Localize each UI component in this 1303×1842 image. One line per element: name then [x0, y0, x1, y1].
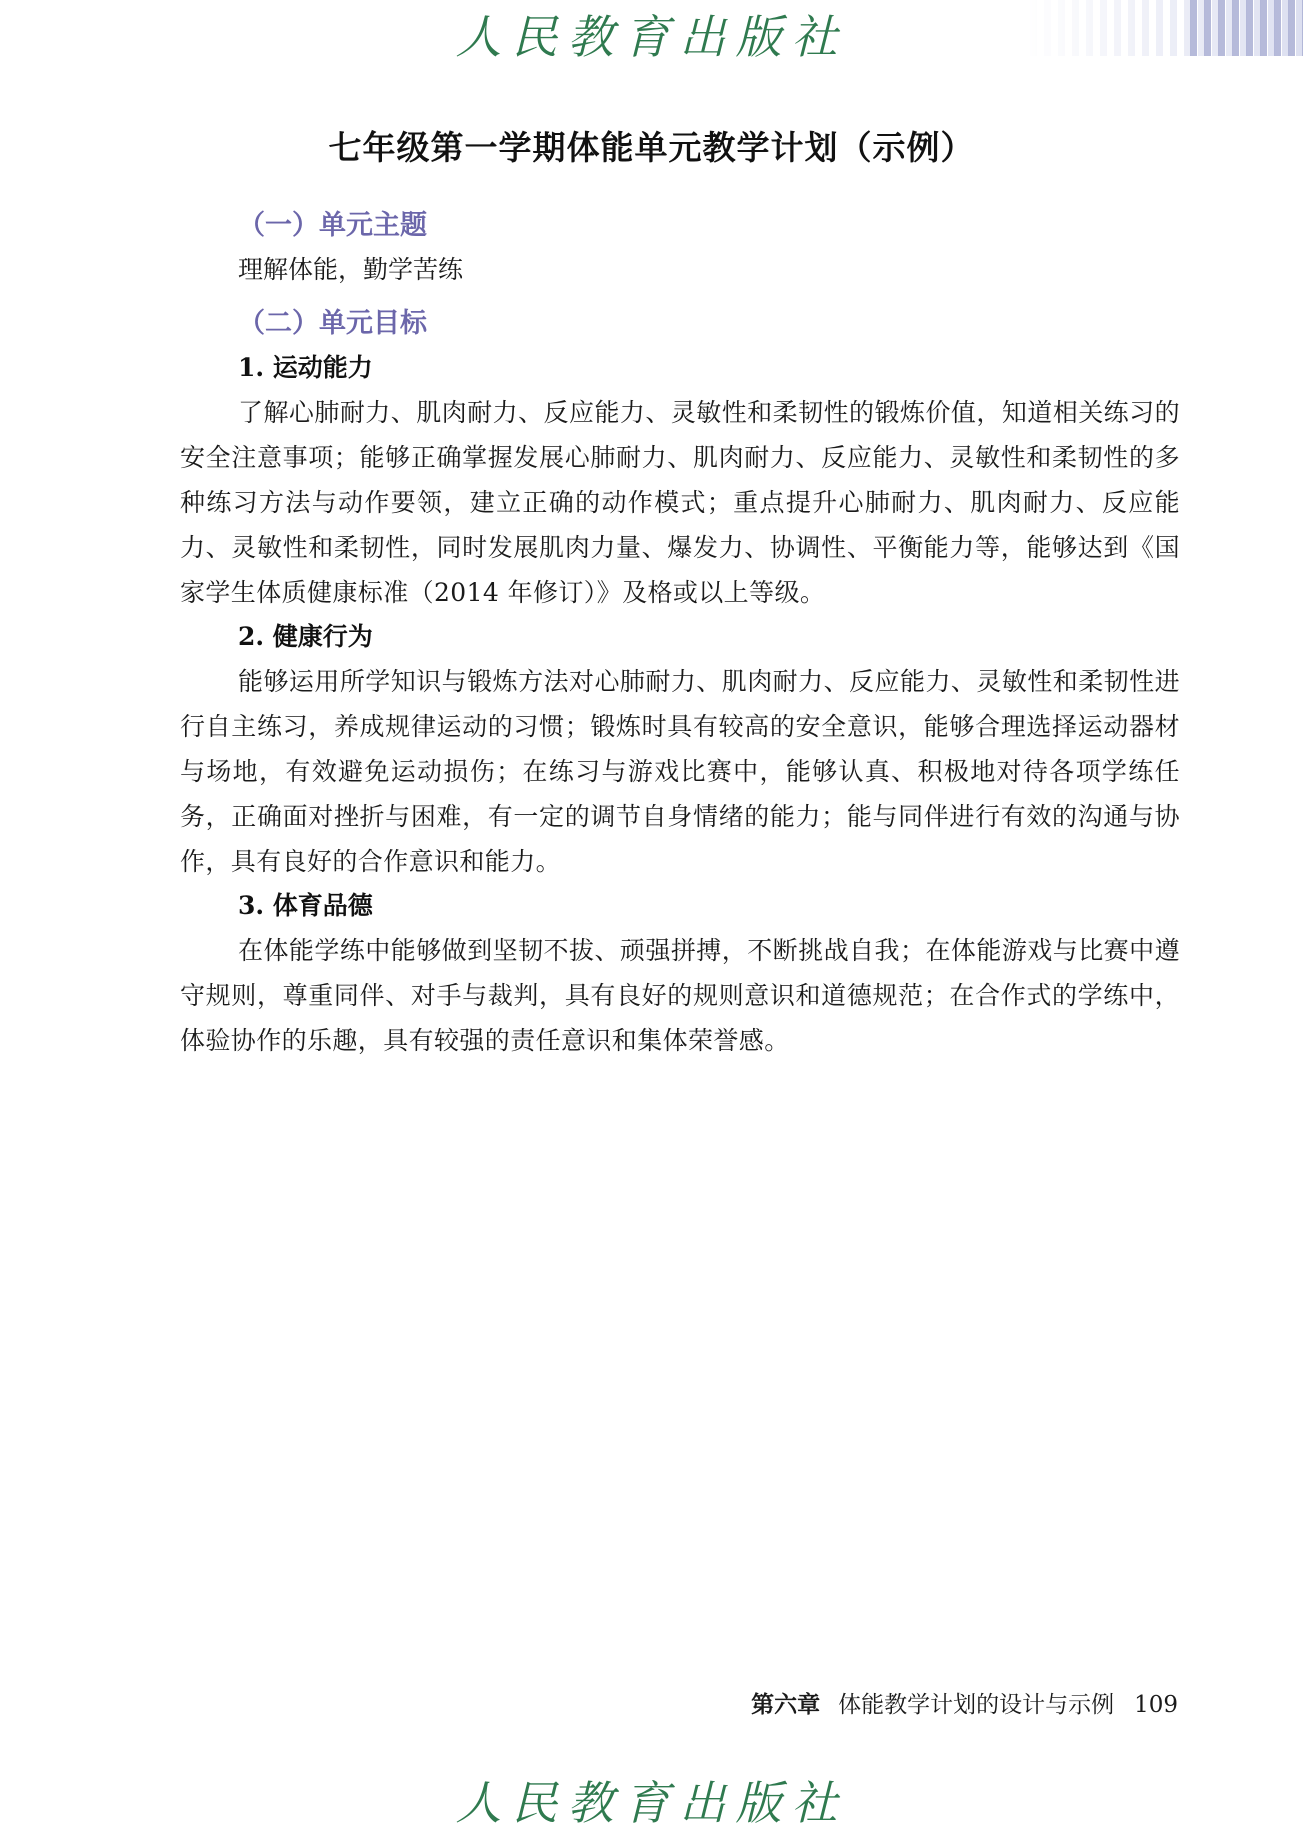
unit-theme-text: 理解体能，勤学苦练 [238, 255, 464, 284]
subheading-motor-ability: 1. 运动能力 [238, 353, 373, 382]
section-heading-unit-goals: （二）单元目标 [238, 308, 427, 339]
footer-chapter: 第六章 [751, 1691, 821, 1718]
publisher-logo-bottom: 人民教育出版社 [455, 1776, 848, 1830]
section-heading-unit-theme: （一）单元主题 [238, 210, 427, 241]
document-body [180, 204, 1180, 1063]
subheading-sports-ethics: 3. 体育品德 [238, 891, 373, 920]
publisher-logo-top: 人民教育出版社 [455, 10, 848, 64]
paragraph-health-behavior: 能够运用所学知识与锻炼方法对心肺耐力、肌肉耐力、反应能力、灵敏性和柔韧性进行自主练习，养成规律运动的习惯；锻炼时具有较高的安全意识，能够合理选择运动器材与场地，有效避免运动损伤；在练习与游戏比赛中，能够认真、积极地对待各项学练任务，正确面对挫折与困难，有一定的调节自身情绪的能力；能与同伴进行有效的沟通与协作，具有良好的合作意识和能力。 [180, 667, 1180, 876]
paragraph-sports-ethics: 在体能学练中能够做到坚韧不拔、顽强拼搏，不断挑战自我；在体能游戏与比赛中遵守规则，尊重同伴、对手与裁判，具有良好的规则意识和道德规范；在合作式的学练中，体验协作的乐趣，具有较强的责任意识和集体荣誉感。 [180, 936, 1180, 1055]
footer-chapter-title: 体能教学计划的设计与示例 [838, 1692, 1115, 1718]
page-footer [751, 1686, 1178, 1719]
subheading-health-behavior: 2. 健康行为 [238, 622, 373, 651]
page-title: 七年级第一学期体能单元教学计划（示例） [328, 128, 975, 167]
paragraph-motor-ability: 了解心肺耐力、肌肉耐力、反应能力、灵敏性和柔韧性的锻炼价值，知道相关练习的安全注意事项；能够正确掌握发展心肺耐力、肌肉耐力、反应能力、灵敏性和柔韧性的多种练习方法与动作要领，建立正确的动作模式；重点提升心肺耐力、肌肉耐力、反应能力、灵敏性和柔韧性，同时发展肌肉力量、爆发力、协调性、平衡能力等，能够达到《国家学生体质健康标准（2014 年修订）》及格或以上等级。 [180, 398, 1180, 607]
page-number: 109 [1134, 1692, 1178, 1718]
header-stripes-decoration-dark [1183, 0, 1303, 56]
